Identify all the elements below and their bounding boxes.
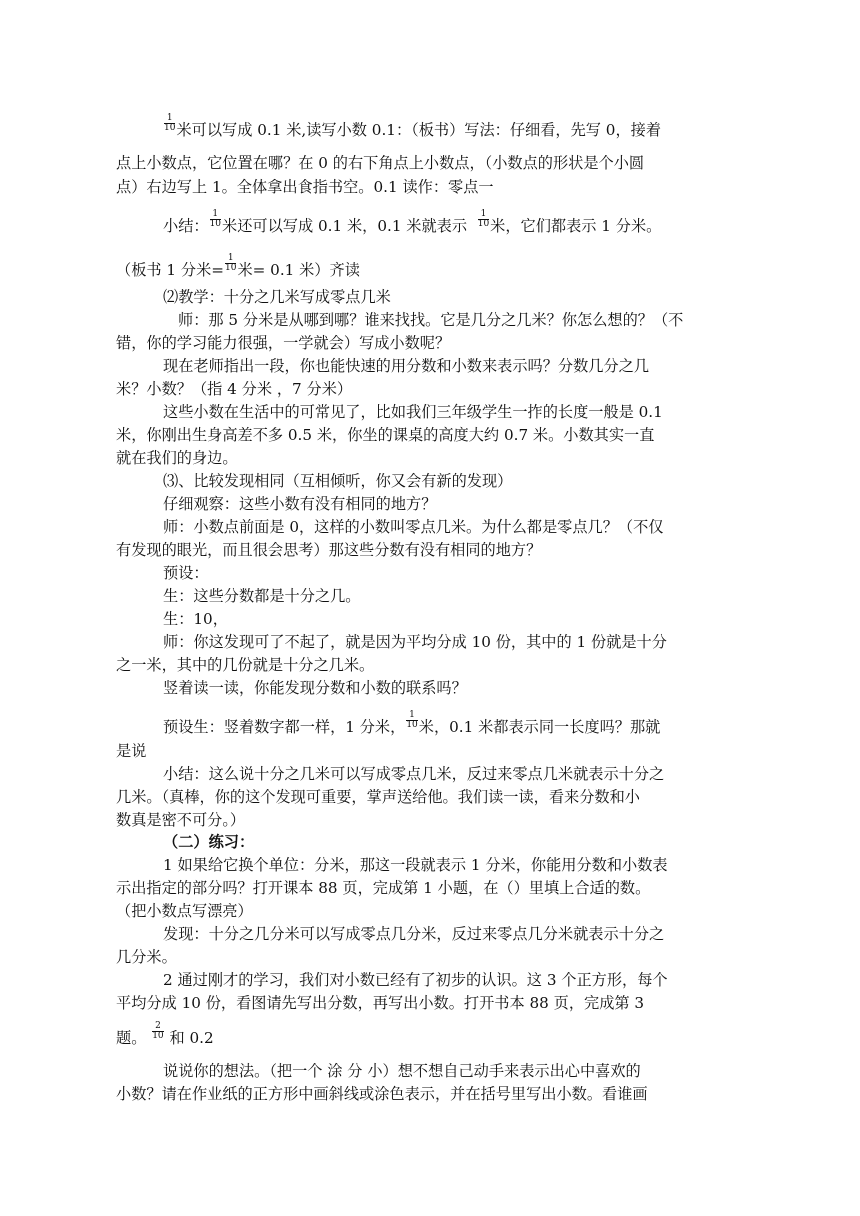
text-line: 师：那 5 分米是从哪到哪？谁来找找。它是几分之几米？你怎么想的？（不 — [178, 311, 684, 329]
text-line: 小结： $\frac{1}{10}$ 米还可以写成 0.1 米，0.1 米就表示 $\frac{1}{10}$ 米，它们都表示 1 分米。 — [163, 209, 662, 235]
text-line: 小数？请在作业纸的正方形中画斜线或涂色表示，并在括号里写出小数。看谁画 — [116, 1085, 648, 1103]
text-line: 题。 $\frac{2}{10}$ 和 0.2 — [116, 1021, 214, 1047]
fraction: $\frac{1}{10}$ — [164, 113, 176, 133]
fraction: $\frac{1}{10}$ — [209, 209, 222, 229]
text-line: 小结：这么说十分之几米可以写成零点几米，反过来零点几米就表示十分之 — [163, 765, 665, 783]
text-line: （把小数点写漂亮） — [116, 902, 253, 920]
text-line: 竖着读一读，你能发现分数和小数的联系吗？ — [163, 679, 467, 697]
fraction: $\frac{1}{10}$ — [224, 253, 237, 273]
text-line: 预设生：竖着数字都一样，1 分米， $\frac{1}{10}$ 米，0.1 米都表示同一长度吗？那就 — [163, 710, 661, 736]
text-line: 平均分成 10 份，看图请先写出分数，再写出小数。打开书本 88 页，完成第 3 — [116, 994, 645, 1012]
text-line: ⑶、比较发现相同（互相倾听，你又会有新的发现） — [163, 472, 513, 490]
text-line: 几米。（真棒，你的这个发现可重要，掌声送给他。我们读一读，看来分数和小 — [116, 788, 640, 806]
text-line: 生：这些分数都是十分之几。 — [163, 587, 361, 605]
text-line: 米？小数？（指 4 分米 ，7 分米） — [116, 380, 353, 398]
text-line: 现在老师指出一段，你也能快速的用分数和小数来表示吗？分数几分之几 — [163, 357, 649, 375]
fraction: $\frac{1}{10}$ — [406, 710, 418, 730]
text-line: 师：小数点前面是 0，这样的小数叫零点几米。为什么都是零点几？（不仅 — [163, 518, 664, 536]
fraction: $\frac{2}{10}$ — [152, 1021, 164, 1041]
text-line: 说说你的想法。（把一个 涂 分 小）想不想自己动手来表示出心中喜欢的 — [163, 1062, 641, 1080]
text-line: 就在我们的身边。 — [116, 449, 238, 467]
text-line: 仔细观察：这些小数有没有相同的地方？ — [163, 495, 437, 513]
text-line: ⑵教学：十分之几米写成零点几米 — [163, 288, 391, 306]
text-line: 是说 — [116, 742, 147, 760]
text-line: 生：10， — [163, 610, 228, 628]
text-line: 2 通过刚才的学习，我们对小数已经有了初步的认识。这 3 个正方形，每个 — [163, 971, 668, 989]
text-line: 错，你的学习能力很强，一学就会）写成小数呢？ — [116, 334, 451, 352]
text-line: 之一米，其中的几份就是十分之几米。 — [116, 656, 375, 674]
section-heading: （二）练习： — [163, 833, 255, 851]
text-line: 数真是密不可分。） — [116, 811, 246, 829]
text-line: 点上小数点，它位置在哪？在 0 的右下角点上小数点，（小数点的形状是个小圆 — [116, 154, 645, 172]
text-line: $\frac{1}{10}$ 米可以写成 0.1 米,读写小数 0.1：（板书）写法：仔细看，先写 0，接着 — [164, 113, 662, 139]
text-line: 示出指定的部分吗？打开课本 88 页，完成第 1 小题，在（）里填上合适的数。 — [116, 879, 651, 897]
text-line: 几分米。 — [116, 948, 177, 966]
text-line: 发现：十分之几分米可以写成零点几分米，反过来零点几分米就表示十分之 — [163, 925, 665, 943]
text-line: 预设： — [163, 564, 209, 582]
fraction: $\frac{1}{10}$ — [477, 209, 490, 229]
text-line: 点）右边写上 1。全体拿出食指书空。0.1 读作：零点一 — [116, 178, 494, 196]
text-line: 师：你这发现可了不起了，就是因为平均分成 10 份，其中的 1 份就是十分 — [163, 633, 667, 651]
text-line: 米，你刚出生身高差不多 0.5 米，你坐的课桌的高度大约 0.7 米。小数其实一直 — [116, 426, 655, 444]
text-line: 有发现的眼光，而且很会思考）那这些分数有没有相同的地方？ — [116, 541, 542, 559]
text-line: （板书 1 分米= $\frac{1}{10}$ 米= 0.1 米）齐读 — [116, 253, 360, 279]
text-line: 这些小数在生活中的可常见了，比如我们三年级学生一拃的长度一般是 0.1 — [163, 403, 663, 421]
text-line: 1 如果给它换个单位：分米，那这一段就表示 1 分米，你能用分数和小数表 — [163, 856, 668, 874]
